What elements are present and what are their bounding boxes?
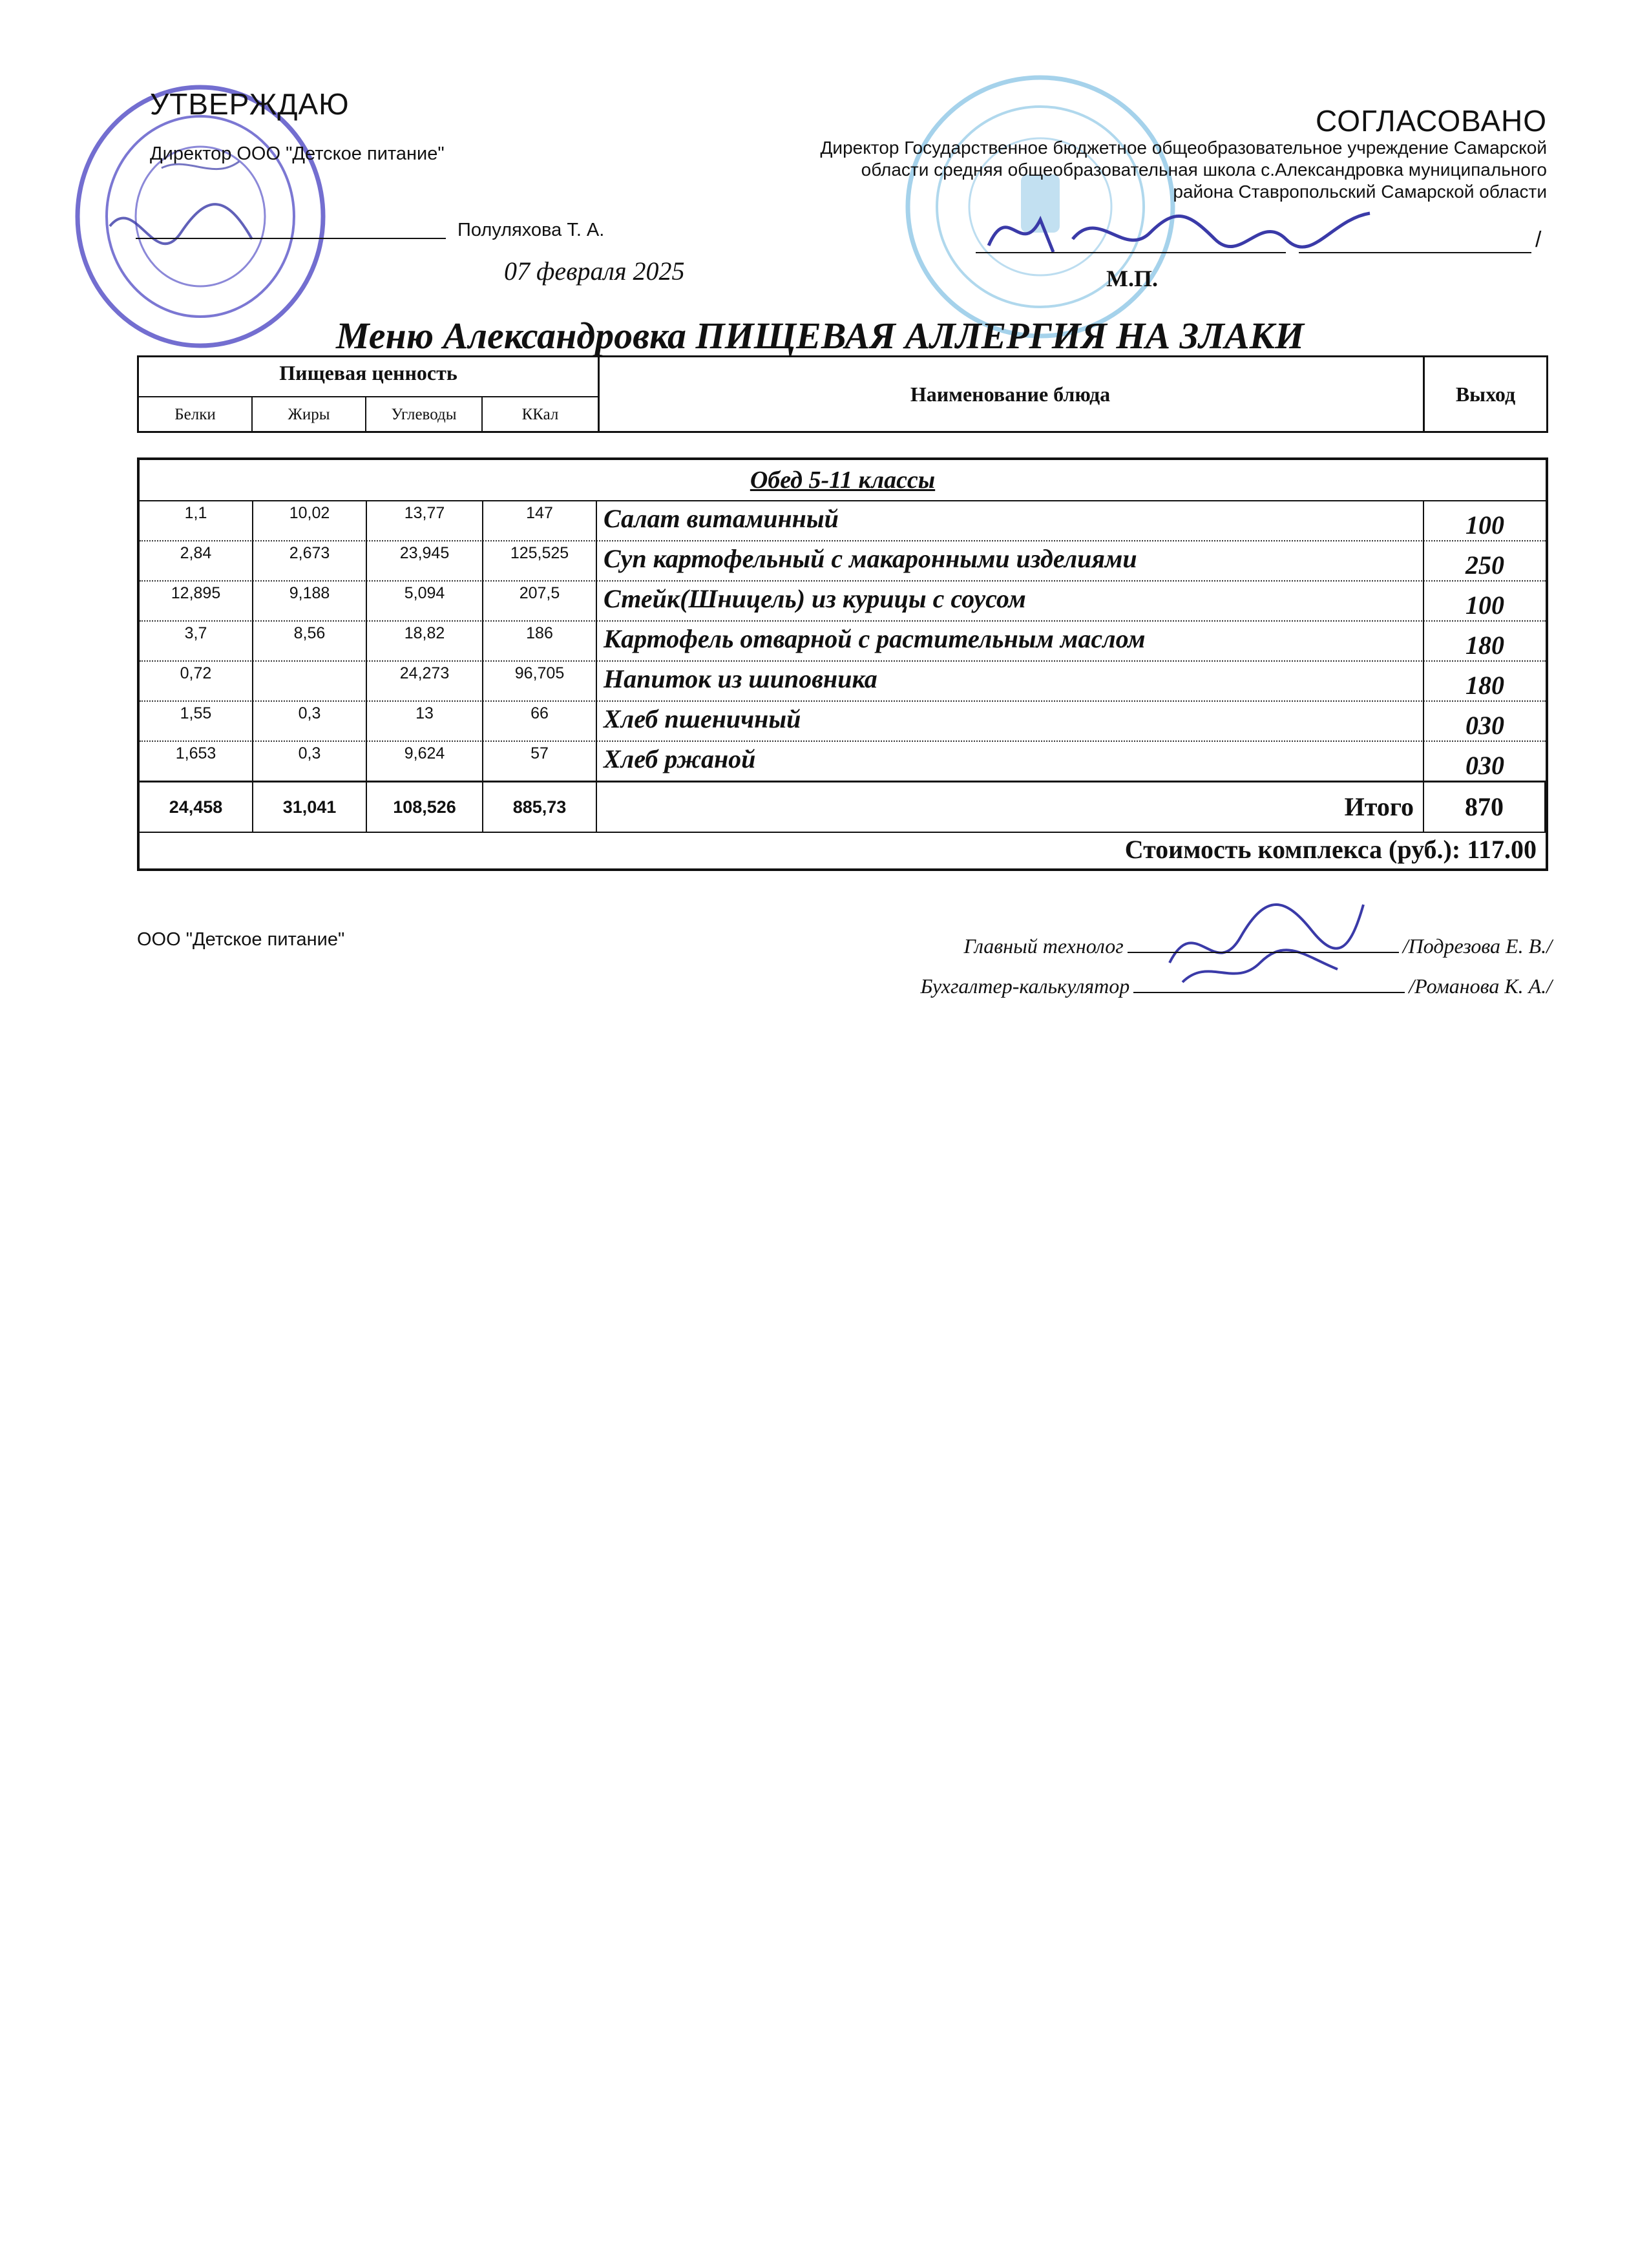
row-dish-name: Салат витаминный: [597, 500, 1424, 540]
row-kcal: 207,5: [483, 580, 597, 620]
table-row: [140, 660, 1546, 702]
row-yield: 030: [1465, 751, 1504, 780]
agreed-slash: /: [1535, 227, 1542, 252]
row-fats: 9,188: [253, 580, 367, 620]
agreed-line-2: области средняя общеобразовательная школа с.Александровка муниципального: [861, 160, 1547, 180]
nutrition-header: [139, 357, 600, 431]
row-fats: 10,02: [253, 500, 367, 540]
row-carbs: 13,77: [367, 500, 483, 540]
table-row: [140, 500, 1546, 541]
row-fats: 8,56: [253, 620, 367, 660]
header-kcal: ККал: [521, 406, 559, 423]
accountant-name: /Романова К. А./: [1409, 974, 1552, 998]
approve-role: Директор ООО "Детское питание": [150, 143, 445, 164]
agreed-line-3: района Ставропольский Самарской области: [1173, 182, 1547, 202]
row-proteins: 1,653: [140, 740, 253, 781]
menu-table: [137, 457, 1548, 871]
total-carbs: 108,526: [367, 782, 483, 832]
row-yield: 100: [1465, 510, 1504, 540]
complex-cost: Стоимость комплекса (руб.): 117.00: [1124, 835, 1537, 864]
row-proteins: 1,1: [140, 500, 253, 540]
technologist-role: Главный технолог: [963, 934, 1124, 958]
row-carbs: 24,273: [367, 660, 483, 700]
row-carbs: 13: [367, 700, 483, 740]
row-proteins: 1,55: [140, 700, 253, 740]
total-fats: 31,041: [253, 782, 367, 832]
row-yield: 100: [1465, 591, 1504, 620]
agreed-title: СОГЛАСОВАНО: [1316, 104, 1547, 138]
accountant-signature-line: [1133, 976, 1405, 993]
row-yield: 180: [1465, 671, 1504, 700]
technologist-signature-row: [963, 934, 1552, 958]
header-carbs: Углеводы: [366, 397, 483, 432]
row-dish-name: Картофель отварной с растительным маслом: [597, 620, 1424, 660]
stamp-place-label: М.П.: [1106, 266, 1158, 291]
table-row: [140, 620, 1546, 662]
accountant-role: Бухгалтер-калькулятор: [920, 974, 1130, 998]
nutrition-header-label: Пищевая ценность: [279, 361, 457, 384]
approve-signature-line: [136, 238, 446, 239]
header-fats: Жиры: [253, 397, 366, 432]
technologist-name: /Подрезова Е. В./: [1402, 934, 1552, 958]
meal-section-title: Обед 5-11 классы: [140, 460, 1546, 501]
footer-organization: ООО "Детское питание": [137, 929, 345, 950]
approve-date: 07 февраля 2025: [504, 257, 685, 286]
agreed-name-line: [1299, 252, 1531, 253]
menu-title: Меню Александровка ПИЩЕВАЯ АЛЛЕРГИЯ НА ЗЛАКИ: [336, 315, 1305, 357]
total-yield: 870: [1424, 782, 1546, 832]
row-proteins: 3,7: [140, 620, 253, 660]
row-fats: 0,3: [253, 700, 367, 740]
total-label: Итого: [597, 782, 1424, 832]
total-row: [140, 781, 1546, 833]
table-row: [140, 700, 1546, 742]
row-fats: 0,3: [253, 740, 367, 781]
row-proteins: 0,72: [140, 660, 253, 700]
header-dish-name: Наименование блюда: [598, 357, 1425, 431]
row-proteins: 12,895: [140, 580, 253, 620]
row-fats: [253, 660, 367, 700]
row-carbs: 5,094: [367, 580, 483, 620]
row-carbs: 9,624: [367, 740, 483, 781]
table-row: [140, 540, 1546, 582]
row-dish-name: Стейк(Шницель) из курицы с соусом: [597, 580, 1424, 620]
approve-title: УТВЕРЖДАЮ: [150, 87, 350, 121]
agreed-line-1: Директор Государственное бюджетное общеобразовательное учреждение Самарской: [820, 138, 1547, 158]
row-dish-name: Хлеб ржаной: [597, 740, 1424, 781]
row-proteins: 2,84: [140, 540, 253, 580]
row-dish-name: Напиток из шиповника: [597, 660, 1424, 700]
header-proteins: Белки: [139, 397, 253, 432]
agreed-text: [642, 137, 1547, 203]
accountant-signature-row: [920, 974, 1552, 998]
row-kcal: 66: [483, 700, 597, 740]
row-kcal: 147: [483, 500, 597, 540]
row-yield: 180: [1465, 631, 1504, 660]
row-fats: 2,673: [253, 540, 367, 580]
technologist-signature-line: [1128, 936, 1399, 953]
row-yield: 250: [1465, 551, 1504, 580]
row-kcal: 57: [483, 740, 597, 781]
row-yield: 030: [1465, 711, 1504, 740]
row-dish-name: Суп картофельный с макаронными изделиями: [597, 540, 1424, 580]
row-dish-name: Хлеб пшеничный: [597, 700, 1424, 740]
column-header-table: [137, 355, 1548, 433]
row-carbs: 23,945: [367, 540, 483, 580]
approve-name: Полуляхова Т. А.: [457, 220, 605, 240]
table-row: [140, 740, 1546, 782]
total-kcal: 885,73: [483, 782, 597, 832]
total-proteins: 24,458: [140, 782, 253, 832]
agreed-signature-line: [976, 252, 1286, 253]
table-row: [140, 580, 1546, 622]
row-kcal: 125,525: [483, 540, 597, 580]
row-kcal: 186: [483, 620, 597, 660]
header-yield: Выход: [1455, 383, 1516, 406]
row-kcal: 96,705: [483, 660, 597, 700]
row-carbs: 18,82: [367, 620, 483, 660]
nutrition-subheaders: [139, 396, 598, 432]
